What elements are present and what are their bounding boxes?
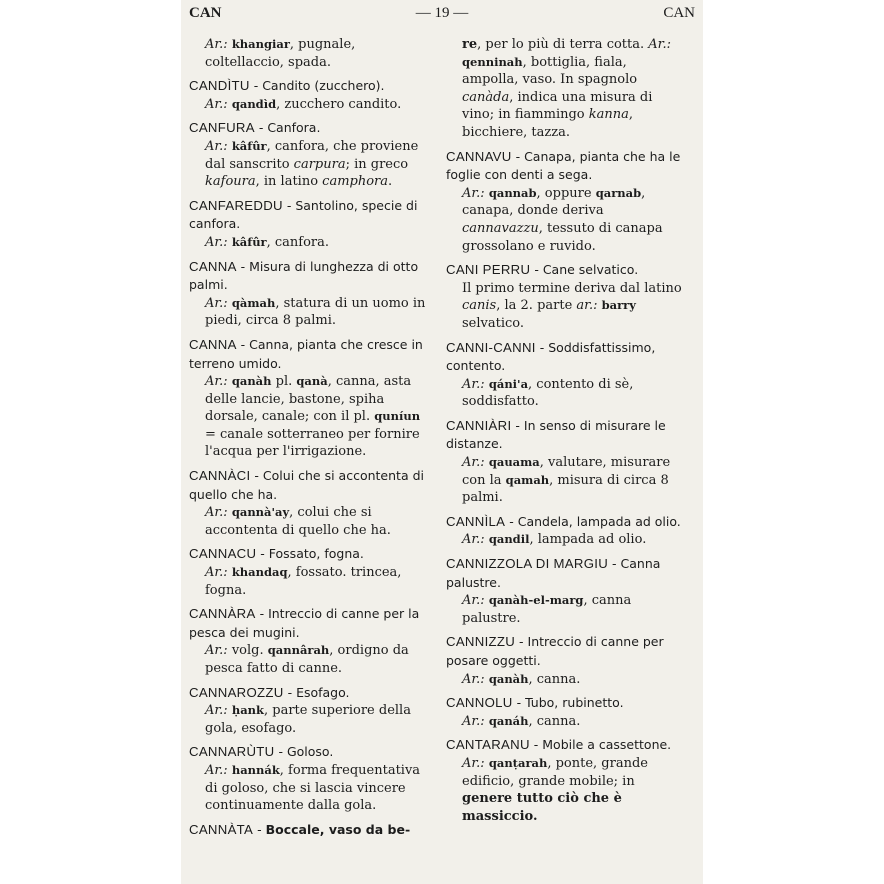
- header-left-guideword: CAN: [189, 5, 222, 21]
- entry-canni-canni: CANNI-CANNI - Soddisfattissimo, contento. Ar.: qáni'a, contento di sè, soddisfatto.: [446, 339, 656, 410]
- entry-cani-perru: CANI PERRU - Cane selvatico. Il primo termine deriva dal latino canis, la 2. parte ar.: barry selvatico.: [446, 262, 682, 331]
- entry-continuation: Ar.: khangiar, pugnale, coltellaccio, spada.: [205, 37, 356, 70]
- entry-cannaci: CANNÀCI - Colui che si accontenta di quello che ha. Ar.: qannà'ay, colui che si accontenta di quello che ha.: [189, 468, 424, 538]
- entry-cantaranu: CANTARANU - Mobile a cassettone. Ar.: qanṭarah, ponte, grande edificio, grande mobile; in genere tutto ciò che è massiccio.: [446, 737, 672, 824]
- dictionary-page: [181, 0, 703, 884]
- entry-cannata: CANNÀTA - Boccale, vaso da be-: [189, 821, 411, 837]
- entry-cannarutu: CANNARÙTU - Goloso. Ar.: hannák, forma frequentativa di goloso, che si lascia vincere continuamente dalla gola.: [189, 744, 421, 814]
- entry-canfura: CANFURA - Canfora. Ar.: kâfûr, canfora, che proviene dal sanscrito carpura; in greco kafoura, in latino camphora.: [189, 120, 419, 190]
- entry-cannavu: CANNAVU - Canapa, pianta che ha le foglie con denti a sega. Ar.: qannab, oppure qarnab, canapa, donde deriva cannavazzu, tessuto di canapa grossolano e ruvido.: [446, 148, 681, 254]
- entry-canditu: CANDÌTU - Candito (zucchero). Ar.: qandìd, zucchero candito.: [189, 78, 402, 112]
- entry-cannolu: CANNOLU - Tubo, rubinetto. Ar.: qanáh, canna.: [446, 695, 624, 729]
- entry-canniari: CANNIÀRI - In senso di misurare le distanze. Ar.: qauama, valutare, misurare con la qamah, misura di circa 8 palmi.: [446, 417, 671, 506]
- page-header: [189, 5, 695, 25]
- entry-cannizzola-di-margiu: CANNIZZOLA DI MARGIU - Canna palustre. Ar.: qanàh-el-marg, canna palustre.: [446, 556, 661, 626]
- entry-canna-misura: CANNA - Misura di lunghezza di otto palmi. Ar.: qàmah, statura di un uomo in piedi, circa 8 palmi.: [189, 258, 426, 329]
- page-number: — 19 —: [415, 5, 469, 21]
- entry-cannila: CANNÌLA - Candela, lampada ad olio. Ar.: qandil, lampada ad olio.: [446, 513, 681, 548]
- right-column: [446, 36, 686, 831]
- entry-cannizzu: CANNIZZU - Intreccio di canne per posare oggetti. Ar.: qanàh, canna.: [446, 634, 664, 687]
- entry-cannara: CANNÀRA - Intreccio di canne per la pesca dei mugini. Ar.: volg. qannârah, ordigno da pesca fatto di canne.: [189, 606, 420, 676]
- entry-cannarozzu: CANNAROZZU - Esofago. Ar.: ḥank, parte superiore della gola, esofago.: [189, 684, 411, 736]
- entry-cannacu: CANNACU - Fossato, fogna. Ar.: khandaq, fossato. trincea, fogna.: [189, 546, 402, 598]
- entry-canna-pianta: CANNA - Canna, pianta che cresce in terreno umido. Ar.: qanàh pl. qanà, canna, asta delle lancie, bastone, spiha dorsale, canale; con il pl. quníun = canale sotterraneo per fornire l'acqua per l'irrigazione.: [189, 336, 423, 460]
- header-right-guideword: CAN: [663, 5, 695, 21]
- left-column: [189, 36, 431, 845]
- entry-canfareddu: CANFAREDDU - Santolino, specie di canfora. Ar.: kâfûr, canfora.: [189, 197, 418, 250]
- entry-continuation: re, per lo più di terra cotta. Ar.: qenninah, bottiglia, fiala, ampolla, vaso. In spagnolo canàda, indica una misura di vino; in fiammingo kanna, bicchiere, tazza.: [462, 37, 671, 140]
